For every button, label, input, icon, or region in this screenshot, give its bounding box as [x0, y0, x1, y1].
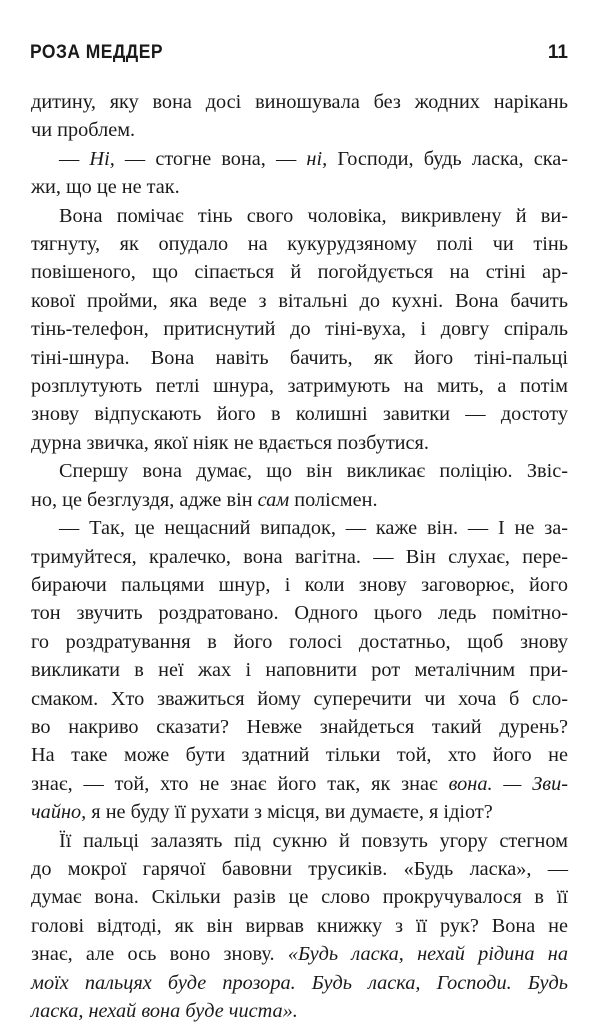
text-line: Її пальці залазять під сукню й повзуть угору стегном: [59, 829, 568, 852]
text-run-italic: Ні,: [89, 147, 115, 170]
paragraph-1: [31, 88, 568, 145]
text-line: тримуйтеся, кралечко, вона вагітна. — Він слухає, пере-: [31, 545, 568, 568]
text-line: [31, 770, 568, 798]
text-line: во накриво сказати? Невже знайдеться такий дурень?: [31, 715, 568, 738]
text-run-italic: чайно,: [31, 801, 87, 824]
text-line: тіні-шнура. Вона навіть бачить, як його тіні-пальці: [31, 346, 568, 369]
text-run-italic: ласка, нехай вона буде чиста».: [31, 1000, 298, 1022]
text-run: — стогне вона, —: [114, 147, 307, 170]
text-run: —: [59, 147, 90, 170]
text-run: я не буду її рухати з місця, ви думаєте, я ідіот?: [86, 801, 493, 824]
body-text: [31, 88, 568, 1025]
text-line: знову відпускають його в колишні завитки — достоту: [31, 403, 568, 426]
text-run-italic: сам: [257, 488, 290, 511]
text-line: голові відтоді, як він вирвав книжку з її рук? Вона не: [31, 914, 568, 937]
text-run: Господи, будь ласка, ска-: [327, 147, 568, 170]
paragraph-5: [31, 514, 568, 826]
text-line: дитину, яку вона досі виношувала без жодних нарікань: [31, 91, 568, 113]
text-line: кової пройми, яка веде з вітальні до кухні. Вона бачить: [31, 289, 568, 312]
text-line: викликати в неї жах і наповнити рот металічним при-: [31, 659, 568, 682]
text-run-italic: вона. — Зви-: [448, 772, 568, 795]
text-line: тон звучить роздратовано. Одного цього ледь помітно-: [31, 602, 568, 625]
paragraph-3: [31, 202, 568, 458]
text-line: — Так, це нещасний випадок, — каже він. — І не за-: [59, 517, 568, 540]
page-number: 11: [547, 42, 568, 63]
text-line: [31, 798, 568, 826]
text-line: [31, 969, 568, 997]
text-line: [31, 145, 568, 173]
text-line: розплутують петлі шнура, затримують на мить, а потім: [31, 375, 568, 398]
text-line: На таке може бути здатний тільки той, хто його не: [31, 744, 568, 767]
text-line: думає вона. Скільки разів це слово прокручувалося в її: [31, 886, 568, 909]
paragraph-4: [31, 457, 568, 514]
text-line: Вона помічає тінь свого чоловіка, викривлену й ви-: [59, 204, 568, 227]
text-run-italic: «Будь ласка, нехай рідина на: [287, 943, 568, 966]
text-run: полісмен.: [289, 488, 378, 511]
text-line: [31, 940, 568, 968]
text-line: жи, що це не так.: [31, 176, 180, 199]
text-run: знає, але ось воно знову.: [31, 943, 288, 966]
paragraph-2: [31, 145, 568, 202]
text-line: Спершу вона думає, що він викликає поліцію. Звіс-: [59, 460, 568, 483]
text-line: чи проблем.: [31, 119, 136, 142]
text-line: смаком. Хто зважиться йому суперечити чи хоча б сло-: [31, 687, 568, 710]
text-run-italic: ні,: [306, 147, 328, 170]
text-line: [31, 997, 568, 1025]
text-line: тінь-телефон, притиснутий до тіні-вуха, і довгу спіраль: [31, 318, 568, 341]
text-line: повішеного, що сіпається й погойдується на стіні ар-: [31, 261, 568, 284]
text-line: [31, 486, 568, 514]
text-run: но, це безглуздя, адже він: [31, 488, 258, 511]
text-line: го роздратування в його голосі достатньо, щоб знову: [31, 630, 568, 653]
text-line: тягнуту, як опудало на кукурудзяному полі чи тінь: [31, 233, 568, 256]
text-line: бираючи пальцями шнур, і коли знову заговорює, його: [31, 573, 568, 596]
running-head: РОЗА МЕДДЕР: [30, 42, 163, 63]
paragraph-6: [31, 827, 568, 1026]
text-line: дурна звичка, якої ніяк не вдається позбутися.: [31, 431, 429, 454]
page-header: [30, 42, 570, 72]
text-run-italic: моїх пальцях буде прозора. Будь ласка, Господи. Будь: [31, 971, 568, 994]
text-run: знає, — той, хто не знає його так, як знає: [31, 772, 449, 795]
text-line: до мокрої гарячої бавовни трусиків. «Будь ласка», —: [31, 857, 568, 880]
